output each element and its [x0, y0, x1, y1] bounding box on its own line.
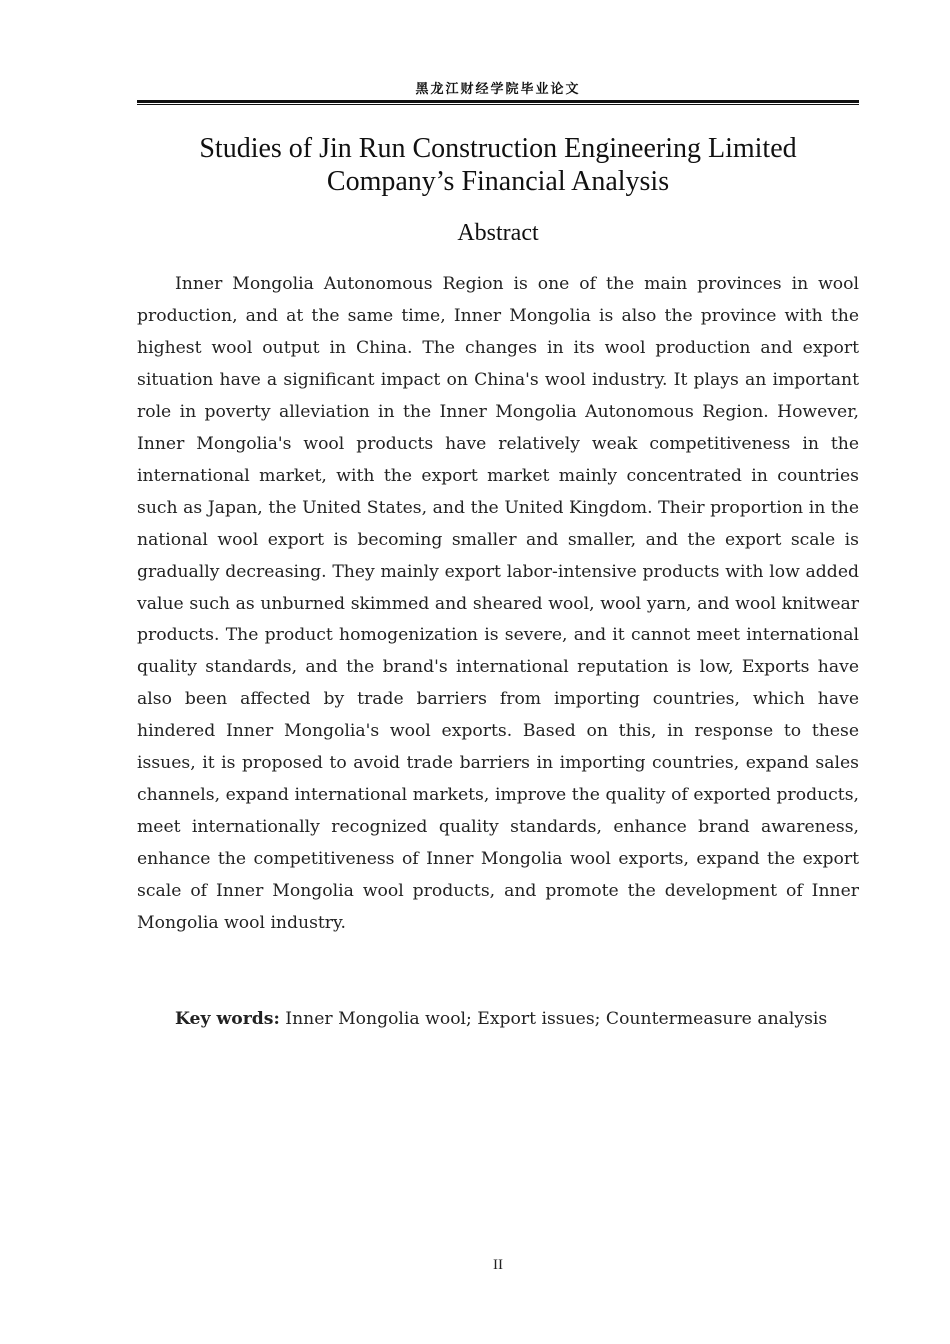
abstract-heading: Abstract: [457, 220, 539, 246]
abstract-body: Inner Mongolia Autonomous Region is one of the main provinces in wool production, and at the same time, Inner Mongolia is also the province with the highest wool output in China. The changes in its wool production and export situation have a significant impact on China's wool industry. It plays an important role in poverty alleviation in the Inner Mongolia Autonomous Region. However, Inner Mongolia's wool products have relatively weak competitiveness in the international market, with the export market mainly concentrated in countries such as Japan, the United States, and the United Kingdom. Their proportion in the national wool export is becoming smaller and smaller, and the export scale is gradually decreasing. They mainly export labor-intensive products with low added value such as unburned skimmed and sheared wool, wool yarn, and wool knitwear products. The product homogenization is severe, and it cannot meet international quality standards, and the brand's international reputation is low, Exports have also been affected by trade barriers from importing countries, which have hindered Inner Mongolia's wool exports. Based on this, in response to these issues, it is proposed to avoid trade barriers in importing countries, expand sales channels, expand international markets, improve the quality of exported products, meet internationally recognized quality standards, enhance brand awareness, enhance the competitiveness of Inner Mongolia wool exports, expand the export scale of Inner Mongolia wool products, and promote the development of Inner Mongolia wool industry.: [137, 274, 859, 934]
page-number: II: [493, 1257, 503, 1273]
keywords-label: Key words:: [175, 1009, 280, 1029]
running-header: 黑龙江财经学院毕业论文: [415, 82, 581, 97]
header-rule-thin: [137, 104, 859, 105]
thesis-title: Studies of Jin Run Construction Engineering Limited Company’s Financial Analysis: [199, 133, 797, 197]
keywords-line: [137, 1003, 859, 1035]
keywords-text: Inner Mongolia wool; Export issues; Countermeasure analysis: [279, 1009, 828, 1029]
header-rule-thick: [137, 100, 859, 103]
